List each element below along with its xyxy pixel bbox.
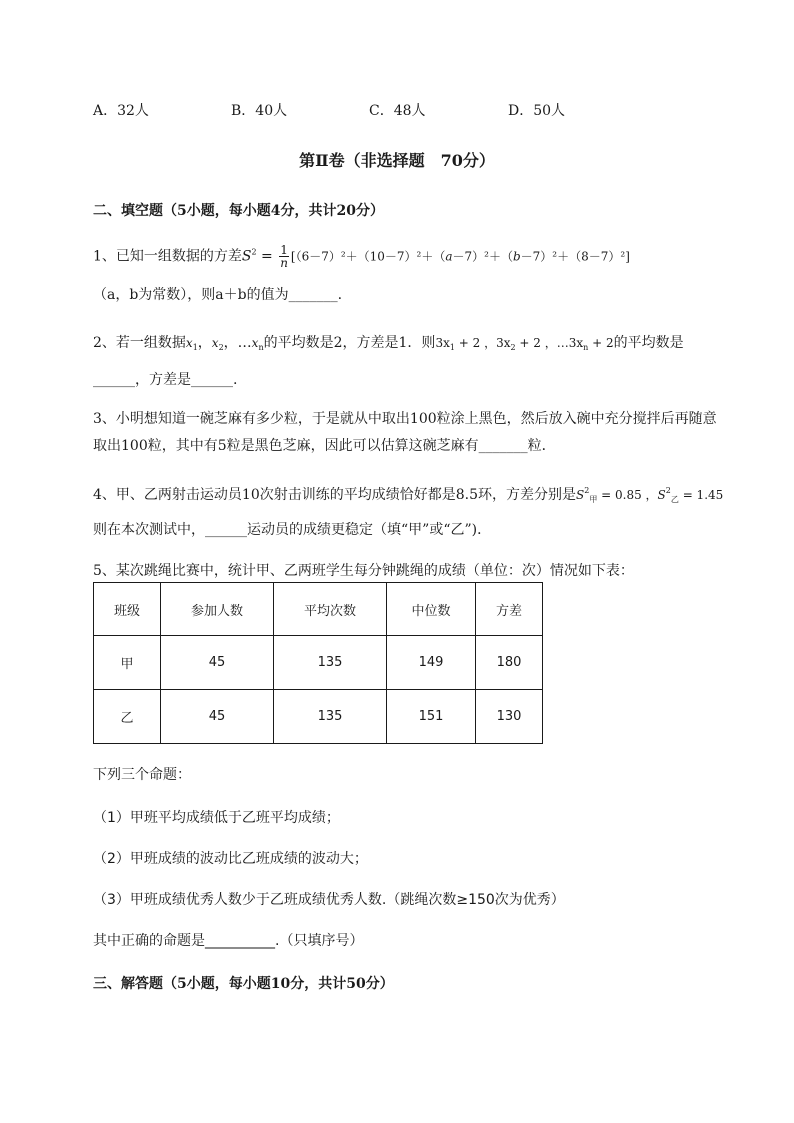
section-fill-blank-title: 二、填空题（5小题，每小题4分，共计20分） xyxy=(93,203,384,219)
option-b: B．40人 xyxy=(231,103,288,119)
q1-var-b: b xyxy=(512,249,521,264)
cell-class: 甲 xyxy=(94,636,161,690)
q2-t2: 3x xyxy=(496,336,511,350)
q2-s1: 1 xyxy=(192,343,198,352)
propositions-lead: 下列三个命题： xyxy=(93,767,191,783)
q2-x2: x xyxy=(211,336,219,350)
question-1-line-1 xyxy=(93,244,630,269)
header-median: 中位数 xyxy=(387,583,476,636)
cell-average: 135 xyxy=(274,636,387,690)
q1-sup: 2 xyxy=(251,247,257,257)
q2-tsn: n xyxy=(583,343,589,352)
q4-v1: = 0.85 ， xyxy=(597,488,658,502)
q1-formula-a: [（6－7）²＋（10－7）²＋（ xyxy=(290,249,446,264)
question-5-answer: 其中正确的命题是__________.（只填序号） xyxy=(93,933,364,949)
part-title: 第Ⅱ卷（非选择题 70分） xyxy=(299,151,495,170)
cell-median: 149 xyxy=(387,636,476,690)
q2-suffix: 的平均数是 xyxy=(613,335,684,351)
q1-frac-den: n xyxy=(280,256,288,270)
q2-sn: n xyxy=(258,343,264,352)
cell-variance: 180 xyxy=(476,636,543,690)
q1-frac-num: 1 xyxy=(280,243,288,257)
question-3-line-1: 3、小明想知道一碗芝麻有多少粒，于是就从中取出100粒涂上黑色，然后放入碗中充分搅拌后再随意 xyxy=(93,411,717,427)
q1-formula-b: －7）²＋（ xyxy=(452,249,513,264)
section-answer-title: 三、解答题（5小题，每小题10分，共计50分） xyxy=(93,976,394,992)
question-1-line-2: （a，b为常数），则a＋b的值为_______. xyxy=(93,287,343,303)
proposition-1: （1）甲班平均成绩低于乙班平均成绩； xyxy=(93,810,340,826)
cell-participants: 45 xyxy=(161,636,274,690)
option-c: C．48人 xyxy=(369,103,426,119)
question-5-intro: 5、某次跳绳比赛中，统计甲、乙两班学生每分钟跳绳的成绩（单位：次）情况如下表： xyxy=(93,563,634,579)
q4-s2sub: 乙 xyxy=(670,495,679,504)
q1-var-a: a xyxy=(445,249,453,264)
q4-prefix: 4、甲、乙两射击运动员10次射击训练的平均成绩恰好都是8.5环，方差分别是 xyxy=(93,487,576,503)
option-a: A．32人 xyxy=(93,103,149,119)
q4-s1sub: 甲 xyxy=(589,495,598,504)
header-class: 班级 xyxy=(94,583,161,636)
header-variance: 方差 xyxy=(476,583,543,636)
question-3-line-2: 取出100粒，其中有5粒是黑色芝麻，因此可以估算这碗芝麻有_______粒． xyxy=(93,438,556,454)
table-row xyxy=(94,690,543,744)
q2-plus2: + 2 ，… xyxy=(515,336,569,350)
q1-fraction xyxy=(279,244,289,269)
q2-xn: x xyxy=(251,336,259,350)
question-2-line-2: ______，方差是______. xyxy=(93,372,238,388)
q4-s1sup: 2 xyxy=(584,486,590,495)
q2-plus1: + 2 ， xyxy=(454,336,497,350)
question-4-line-1 xyxy=(93,484,723,505)
q1-s: S xyxy=(241,248,252,265)
q2-mid: 的平均数是2，方差是1．则 xyxy=(263,335,436,351)
q2-plusn: + 2 xyxy=(588,336,614,350)
proposition-3: （3）甲班成绩优秀人数少于乙班成绩优秀人数.（跳绳次数≥150次为优秀） xyxy=(93,892,565,908)
q1-formula-c: －7）²＋（8－7）²] xyxy=(520,249,630,264)
q4-s2: S xyxy=(657,488,666,502)
q2-prefix: 2、若一组数据 xyxy=(93,335,186,351)
table-row xyxy=(94,636,543,690)
q2-ts1: 1 xyxy=(449,343,455,352)
q4-v2: = 1.45 xyxy=(678,488,724,502)
question-4-line-2: 则在本次测试中，______运动员的成绩更稳定（填“甲”或“乙”)． xyxy=(93,522,492,538)
cell-median: 151 xyxy=(387,690,476,744)
q1-prefix: 1、已知一组数据的方差 xyxy=(93,248,242,265)
header-participants: 参加人数 xyxy=(161,583,274,636)
q2-ts2: 2 xyxy=(510,343,516,352)
header-average: 平均次数 xyxy=(274,583,387,636)
q2-s2: 2 xyxy=(218,343,224,352)
cell-variance: 130 xyxy=(476,690,543,744)
scores-table xyxy=(93,582,543,744)
q4-s1: S xyxy=(576,488,585,502)
q2-t1: 3x xyxy=(435,336,450,350)
proposition-2: （2）甲班成绩的波动比乙班成绩的波动大； xyxy=(93,851,368,867)
question-2-line-1: 2、若一组数据$x_1$，$x_2$，$\dots x_n$的平均数是2，方差是1．则$3x_1 + 2$ ，$3x_2 + 2$ ，$\dots 3x_n + 2$的平均数是 xyxy=(93,335,684,352)
table-header-row xyxy=(94,583,543,636)
cell-participants: 45 xyxy=(161,690,274,744)
cell-class: 乙 xyxy=(94,690,161,744)
q2-tn: 3x xyxy=(568,336,584,350)
q2-x1: x xyxy=(185,336,193,350)
q1-eq: = xyxy=(256,248,278,265)
cell-average: 135 xyxy=(274,690,387,744)
q2-dots: ，… xyxy=(223,335,252,351)
option-d: D．50人 xyxy=(508,103,566,119)
q4-s2sup: 2 xyxy=(665,486,671,495)
